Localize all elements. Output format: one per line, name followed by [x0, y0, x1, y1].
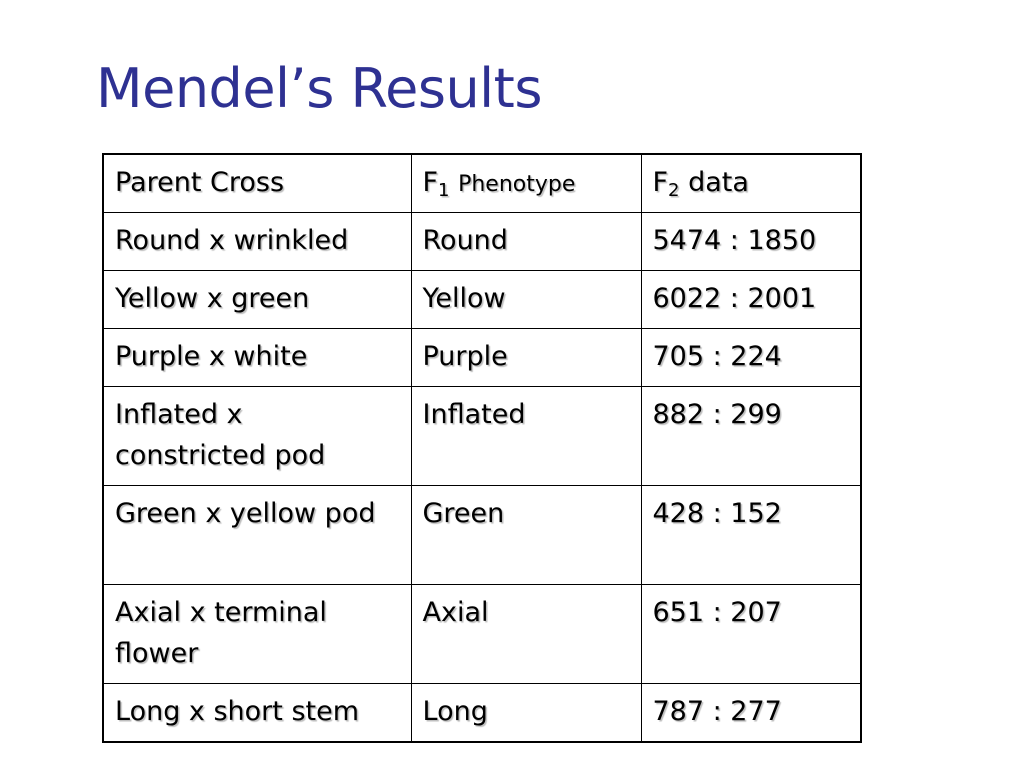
cell-f2-data: 428 : 152	[641, 486, 861, 585]
cell-parent-cross: Green x yellow pod	[103, 486, 411, 585]
cell-f1-phenotype: Purple	[411, 329, 641, 387]
table-header-row	[103, 154, 861, 213]
table-row	[103, 486, 861, 585]
slide-title: Mendel’s Results	[96, 57, 542, 120]
header-f2-letter: F	[652, 167, 669, 198]
cell-parent-cross: Axial x terminal flower	[103, 585, 411, 684]
cell-f2-data: 787 : 277	[641, 684, 861, 743]
table-row	[103, 271, 861, 329]
table-row	[103, 684, 861, 743]
header-f2-subscript: 2	[668, 180, 680, 201]
header-f1-subscript: 1	[438, 180, 450, 201]
cell-f2-data: 651 : 207	[641, 585, 861, 684]
table-row	[103, 585, 861, 684]
cell-f1-phenotype: Axial	[411, 585, 641, 684]
cell-f2-data: 6022 : 2001	[641, 271, 861, 329]
table-row	[103, 387, 861, 486]
cell-f2-data: 705 : 224	[641, 329, 861, 387]
header-f2-label: data	[688, 167, 749, 198]
header-f1-letter: F	[422, 167, 439, 198]
mendel-results-table	[102, 153, 862, 743]
cell-parent-cross: Long x short stem	[103, 684, 411, 743]
header-f2-data	[641, 154, 861, 213]
cell-f1-phenotype: Long	[411, 684, 641, 743]
cell-f2-data: 5474 : 1850	[641, 213, 861, 271]
header-parent-cross: Parent Cross	[103, 154, 411, 213]
cell-parent-cross: Round x wrinkled	[103, 213, 411, 271]
cell-parent-cross: Purple x white	[103, 329, 411, 387]
cell-parent-cross: Yellow x green	[103, 271, 411, 329]
header-f1-label: Phenotype	[458, 172, 576, 197]
cell-f1-phenotype: Inflated	[411, 387, 641, 486]
table-row	[103, 329, 861, 387]
cell-f1-phenotype: Yellow	[411, 271, 641, 329]
cell-f2-data: 882 : 299	[641, 387, 861, 486]
cell-f1-phenotype: Round	[411, 213, 641, 271]
cell-parent-cross: Inflated x constricted pod	[103, 387, 411, 486]
table-row	[103, 213, 861, 271]
header-f1-phenotype	[411, 154, 641, 213]
cell-f1-phenotype: Green	[411, 486, 641, 585]
